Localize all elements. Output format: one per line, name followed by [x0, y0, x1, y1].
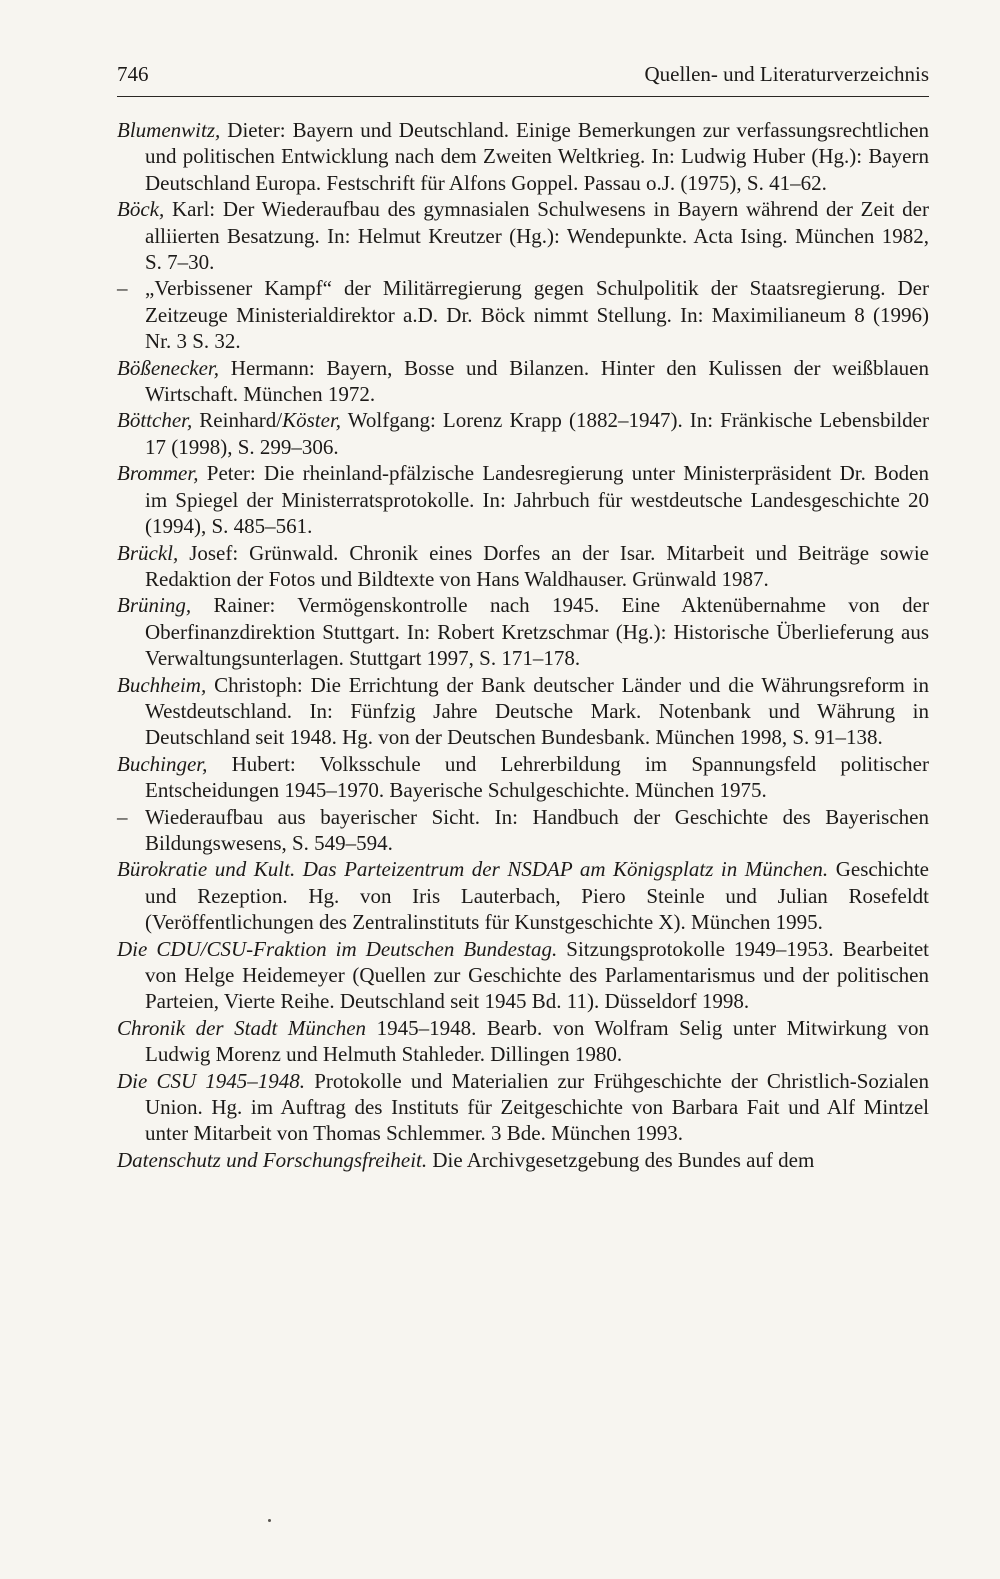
entry-title: Bürokratie und Kult. Das Parteizentrum der NSDAP am Königsplatz in München.: [117, 857, 829, 882]
entry-text: Sitzungsprotokolle 1949–1953. Bearbeitet von Helge Heidemeyer (Quellen zur Geschichte des Parlamentarismus und der politischen Parteien, Vierte Reihe. Deutschland seit 1945 Bd. 11). Düsseldorf 1998.: [145, 936, 929, 1014]
bibliography-list: [117, 117, 929, 1173]
entry-author: Buchinger,: [117, 751, 208, 776]
bibliography-entry: [117, 355, 929, 408]
bibliography-entry: [117, 407, 929, 460]
entry-text: Josef: Grünwald. Chronik eines Dorfes an der Isar. Mitarbeit und Beiträge sowie Redaktion der Fotos und Bildtexte von Hans Waldhauser. Grünwald 1987.: [145, 540, 929, 591]
entry-author: Brommer,: [117, 461, 199, 486]
entry-text: Dieter: Bayern und Deutschland. Einige Bemerkungen zur verfassungsrechtlichen und politischen Entwicklung nach dem Zweiten Weltkrieg. In: Ludwig Huber (Hg.): Bayern Deutschland Europa. Festschrift für Alfons Goppel. Passau o.J. (1975), S. 41–62.: [145, 118, 929, 195]
bibliography-entry: [117, 856, 929, 935]
entry-title: Die CDU/CSU-Fraktion im Deutschen Bundestag.: [117, 936, 558, 961]
entry-text: Wiederaufbau aus bayerischer Sicht. In: Handbuch der Geschichte des Bayerischen Bildungswesens, S. 549–594.: [145, 804, 929, 855]
entry-title: Chronik der Stadt München: [117, 1015, 367, 1040]
entry-text: Hubert: Volksschule und Lehrerbildung im Spannungsfeld politischer Entscheidungen 1945–1970. Bayerische Schulgeschichte. München 1975.: [145, 751, 929, 803]
entry-author: Buchheim,: [117, 672, 207, 697]
entry-text: Geschichte und Rezeption. Hg. von Iris Lauterbach, Piero Steinle und Julian Rosefeldt (Veröffentlichungen des Zentralinstituts für Kunstgeschichte X). München 1995.: [145, 857, 929, 935]
bibliography-entry: [117, 196, 929, 275]
entry-author: Brüning,: [117, 593, 192, 618]
bibliography-entry: [117, 460, 929, 539]
bibliography-subentry: [117, 275, 929, 354]
entry-text: Hermann: Bayern, Bosse und Bilanzen. Hinter den Kulissen der weißblauen Wirtschaft. München 1972.: [145, 355, 929, 407]
bibliography-entry: [117, 540, 929, 593]
page-header: [117, 60, 929, 97]
entry-text: Peter: Die rheinland-pfälzische Landesregierung unter Ministerpräsident Dr. Boden im Spiegel der Ministerratsprotokolle. In: Jahrbuch für westdeutsche Landesgeschichte 20 (1994), S. 485–561.: [145, 461, 929, 539]
entry-text: Christoph: Die Errichtung der Bank deutscher Länder und die Währungsreform in Westdeutschland. In: Fünfzig Jahre Deutsche Mark. Notenbank und Währung in Deutschland seit 1948. Hg. von der Deutschen Bundesbank. München 1998, S. 91–138.: [145, 672, 929, 750]
entry-text: 1945–1948. Bearb. von Wolfram Selig unter Mitwirkung von Ludwig Morenz und Helmuth Stahleder. Dillingen 1980.: [145, 1015, 930, 1067]
bibliography-subentry: [117, 804, 929, 857]
running-title: Quellen- und Literaturverzeichnis: [644, 62, 929, 86]
page-number: 746: [117, 62, 149, 86]
bibliography-entry: [117, 751, 929, 804]
entry-author: Bößenecker,: [117, 355, 220, 380]
entry-text: Rainer: Vermögenskontrolle nach 1945. Eine Aktenübernahme von der Oberfinanzdirektion Stuttgart. In: Robert Kretzschmar (Hg.): Historische Überlieferung aus Verwaltungsunterlagen. Stuttgart 1997, S. 171–178.: [145, 593, 929, 671]
print-speck: [268, 1519, 271, 1522]
entry-text: Wolfgang: Lorenz Krapp (1882–1947). In: Fränkische Lebensbilder 17 (1998), S. 299–306.: [145, 408, 929, 459]
bibliography-entry: [117, 672, 929, 751]
entry-text: Reinhard/: [192, 408, 283, 433]
bibliography-entry: [117, 592, 929, 671]
bibliography-entry: [117, 936, 929, 1015]
entry-text: Die Archivgesetzgebung des Bundes auf dem: [427, 1147, 815, 1172]
entry-author: Böttcher,: [117, 408, 193, 433]
entry-dash: –: [117, 276, 128, 301]
entry-text: Karl: Der Wiederaufbau des gymnasialen Schulwesens in Bayern während der Zeit der alliierten Besatzung. In: Helmut Kreutzer (Hg.): Wendepunkte. Acta Ising. München 1982, S. 7–30.: [145, 197, 929, 275]
entry-dash: –: [117, 804, 128, 829]
entry-title: Die CSU 1945–1948.: [117, 1068, 306, 1093]
entry-text: Protokolle und Materialien zur Frühgeschichte der Christlich-Sozialen Union. Hg. im Auftrag des Instituts für Zeitgeschichte von Barbara Fait und Alf Mintzel unter Mitarbeit von Thomas Schlemmer. 3 Bde. München 1993.: [145, 1068, 929, 1146]
bibliography-entry: [117, 1015, 929, 1068]
entry-author: Blumenwitz,: [117, 118, 221, 142]
bibliography-entry: [117, 117, 929, 196]
entry-author: Brückl,: [117, 540, 179, 565]
entry-author: Böck,: [117, 197, 165, 222]
entry-coauthor: Köster,: [282, 408, 342, 433]
entry-title: Datenschutz und Forschungsfreiheit.: [117, 1147, 428, 1172]
bibliography-entry: [117, 1147, 929, 1173]
entry-text: „Verbissener Kampf“ der Militärregierung gegen Schulpolitik der Staatsregierung. Der Zeitzeuge Ministerialdirektor a.D. Dr. Böck nimmt Stellung. In: Maximilianeum 8 (1996) Nr. 3 S. 32.: [145, 276, 929, 354]
bibliography-entry: [117, 1068, 929, 1147]
